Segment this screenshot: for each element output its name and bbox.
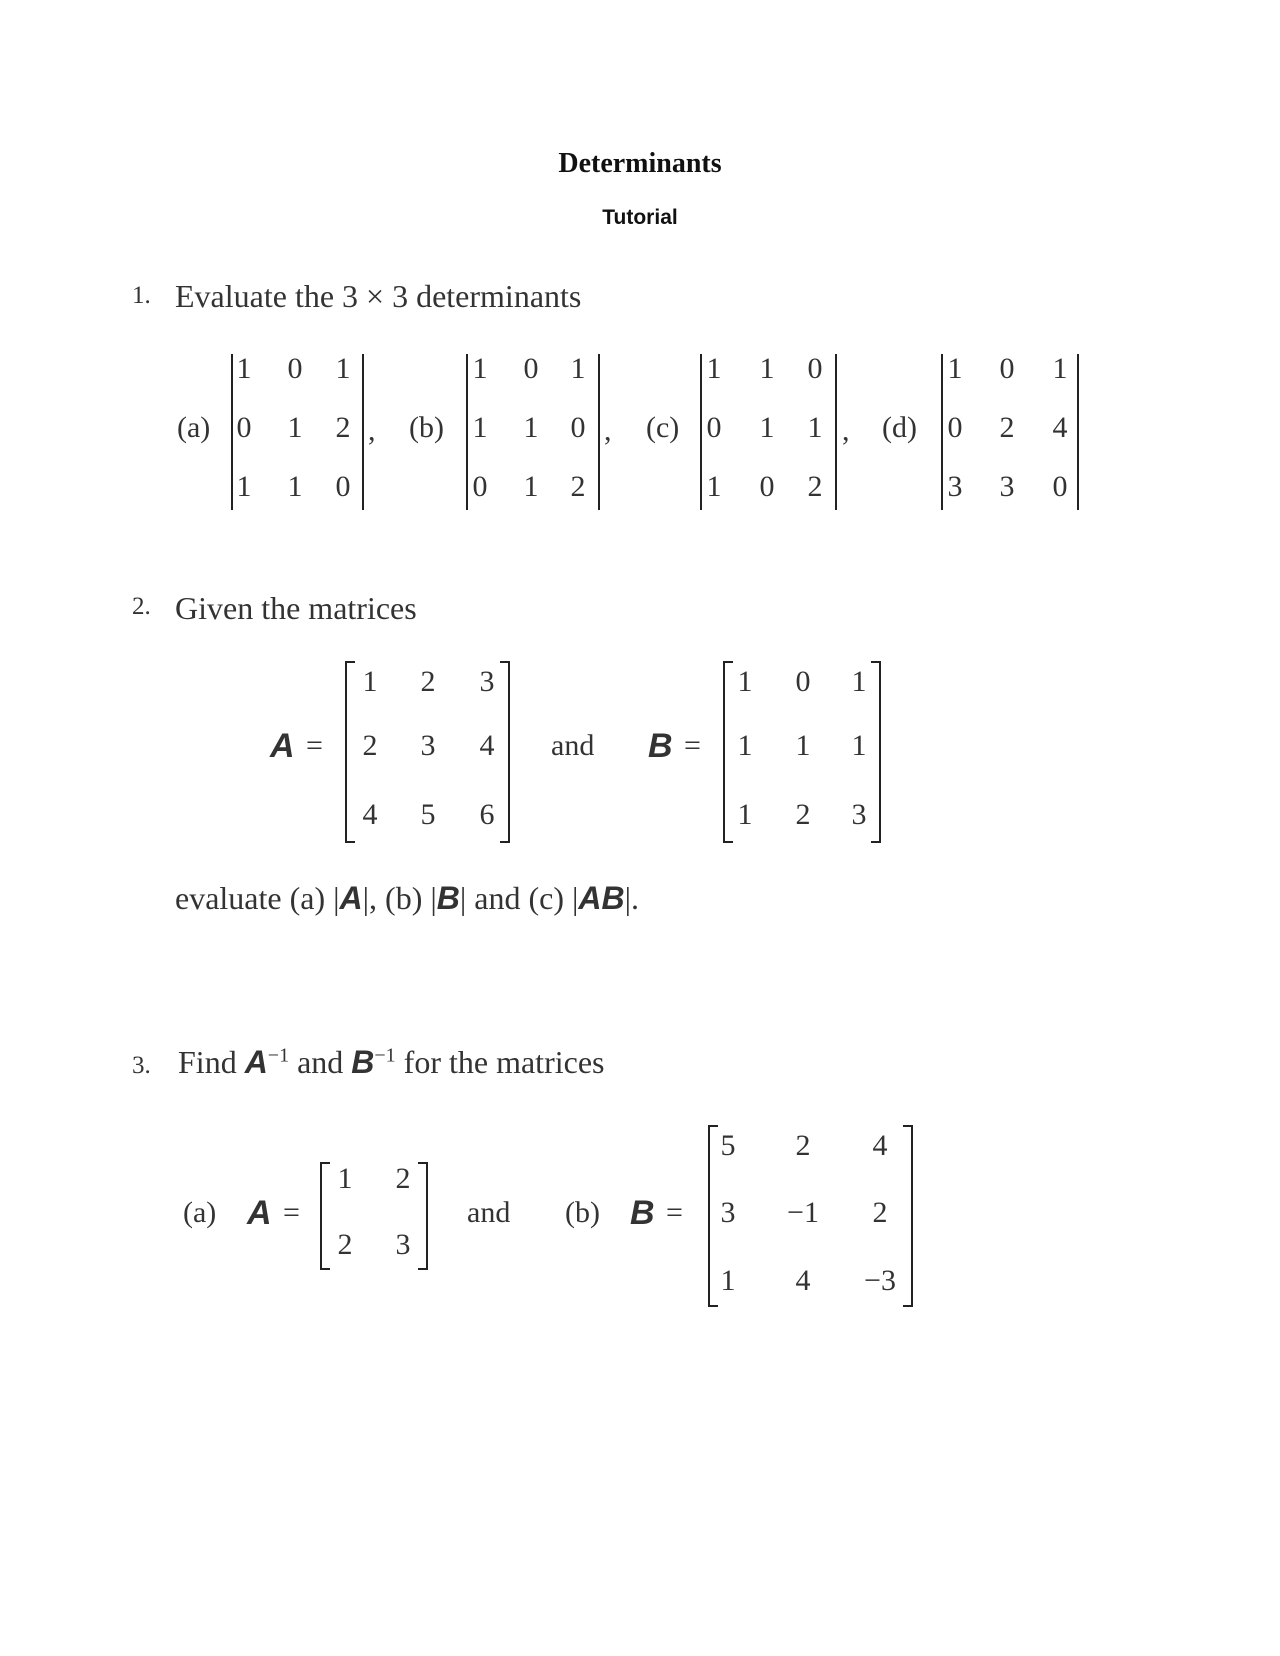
determinant-cell: 1 [472, 411, 488, 444]
determinant-right-bar [598, 354, 600, 510]
evaluate-instruction: evaluate (a) |A|, (b) |B| and (c) |AB|. [175, 880, 640, 916]
determinant-cell: 0 [523, 352, 539, 385]
matrix-cell: 3 [720, 1196, 736, 1229]
determinant-cell: 1 [236, 352, 252, 385]
matrix-cell: 1 [851, 729, 867, 762]
determinant-cell: 0 [947, 411, 963, 444]
matrix-cell: 3 [479, 665, 495, 698]
determinant-cell: 1 [523, 470, 539, 503]
matrix-cell: −3 [864, 1264, 896, 1297]
matrix-cell: 3 [851, 798, 867, 831]
matrix-cell: 2 [795, 1129, 811, 1162]
matrix-cell: 1 [737, 729, 753, 762]
matrix-a-name-q3: A [247, 1194, 272, 1232]
and-connector-q3: and [467, 1196, 511, 1229]
determinant-right-bar [835, 354, 837, 510]
matrix-cell: 4 [872, 1129, 888, 1162]
document-subtitle: Tutorial [602, 206, 678, 229]
matrix-b-name: B [648, 727, 673, 765]
question-2-number: 2. [132, 593, 151, 620]
matrix-cell: 2 [395, 1162, 411, 1195]
determinant-cell: 0 [807, 352, 823, 385]
determinant-cell: 0 [759, 470, 775, 503]
matrix-cell: −1 [787, 1196, 819, 1229]
and-connector: and [551, 729, 595, 762]
determinant-cell: 1 [287, 411, 303, 444]
determinant-cell: 1 [807, 411, 823, 444]
separator-comma: , [842, 414, 850, 447]
matrix-cell: 1 [362, 665, 378, 698]
determinant-cell: 1 [1052, 352, 1068, 385]
determinant-cell: 1 [523, 411, 539, 444]
part-b-label: (b) [565, 1196, 600, 1229]
equals-sign-a: = [306, 729, 323, 762]
matrix-cell: 1 [720, 1264, 736, 1297]
equals-sign-b: = [684, 729, 701, 762]
determinant-cell: 2 [570, 470, 586, 503]
determinant-cell: 0 [287, 352, 303, 385]
matrix-cell: 4 [362, 798, 378, 831]
determinant-cell: 0 [335, 470, 351, 503]
determinant-cell: 1 [570, 352, 586, 385]
matrix-cell: 1 [737, 665, 753, 698]
determinant-cell: 2 [335, 411, 351, 444]
matrix-cell: 5 [720, 1129, 736, 1162]
determinant-label: (b) [409, 411, 444, 444]
question-1-number: 1. [132, 282, 151, 309]
determinant-cell: 0 [999, 352, 1015, 385]
equals-sign-b-q3: = [666, 1196, 683, 1229]
determinant-label: (c) [646, 411, 680, 444]
determinant-cell: 1 [759, 352, 775, 385]
matrix-cell: 2 [337, 1228, 353, 1261]
determinant-cell: 0 [706, 411, 722, 444]
determinant-cell: 1 [706, 470, 722, 503]
matrix-b-name-q3: B [630, 1194, 655, 1232]
separator-comma: , [368, 414, 376, 447]
matrix-cell: 2 [420, 665, 436, 698]
document-title: Determinants [558, 148, 722, 179]
matrix-cell: 1 [337, 1162, 353, 1195]
matrix-cell: 2 [872, 1196, 888, 1229]
question-2-text: Given the matrices [175, 590, 417, 626]
matrix-cell: 0 [795, 665, 811, 698]
question-3-number: 3. [132, 1052, 151, 1079]
matrix-cell: 4 [479, 729, 495, 762]
question-3-text: Find $A^{-1}$ and $B^{-1}$ for the matrices [178, 1044, 605, 1080]
determinant-cell: 1 [759, 411, 775, 444]
determinant-label: (a) [177, 411, 211, 444]
part-a-label: (a) [183, 1196, 217, 1229]
matrix-cell: 5 [420, 798, 436, 831]
determinant-cell: 2 [999, 411, 1015, 444]
determinant-cell: 0 [472, 470, 488, 503]
determinant-cell: 0 [236, 411, 252, 444]
matrix-cell: 1 [795, 729, 811, 762]
equals-sign-a-q3: = [283, 1196, 300, 1229]
matrix-cell: 6 [479, 798, 495, 831]
matrix-a-name: A [270, 727, 295, 765]
determinant-cell: 1 [947, 352, 963, 385]
determinant-cell: 4 [1052, 411, 1068, 444]
question-1-text: Evaluate the 3 × 3 determinants [175, 278, 582, 314]
determinant-cell: 1 [287, 470, 303, 503]
matrix-cell: 4 [795, 1264, 811, 1297]
determinant-cell: 3 [999, 470, 1015, 503]
determinant-cell: 1 [472, 352, 488, 385]
matrix-cell: 3 [395, 1228, 411, 1261]
determinant-cell: 3 [947, 470, 963, 503]
matrix-cell: 1 [737, 798, 753, 831]
determinant-label: (d) [882, 411, 917, 444]
determinant-cell: 0 [570, 411, 586, 444]
matrix-cell: 1 [851, 665, 867, 698]
matrix-cell: 2 [362, 729, 378, 762]
determinant-cell: 1 [335, 352, 351, 385]
determinant-cell: 0 [1052, 470, 1068, 503]
separator-comma: , [604, 414, 612, 447]
determinant-cell: 1 [236, 470, 252, 503]
determinant-cell: 1 [706, 352, 722, 385]
matrix-cell: 2 [795, 798, 811, 831]
determinant-cell: 2 [807, 470, 823, 503]
matrix-cell: 3 [420, 729, 436, 762]
